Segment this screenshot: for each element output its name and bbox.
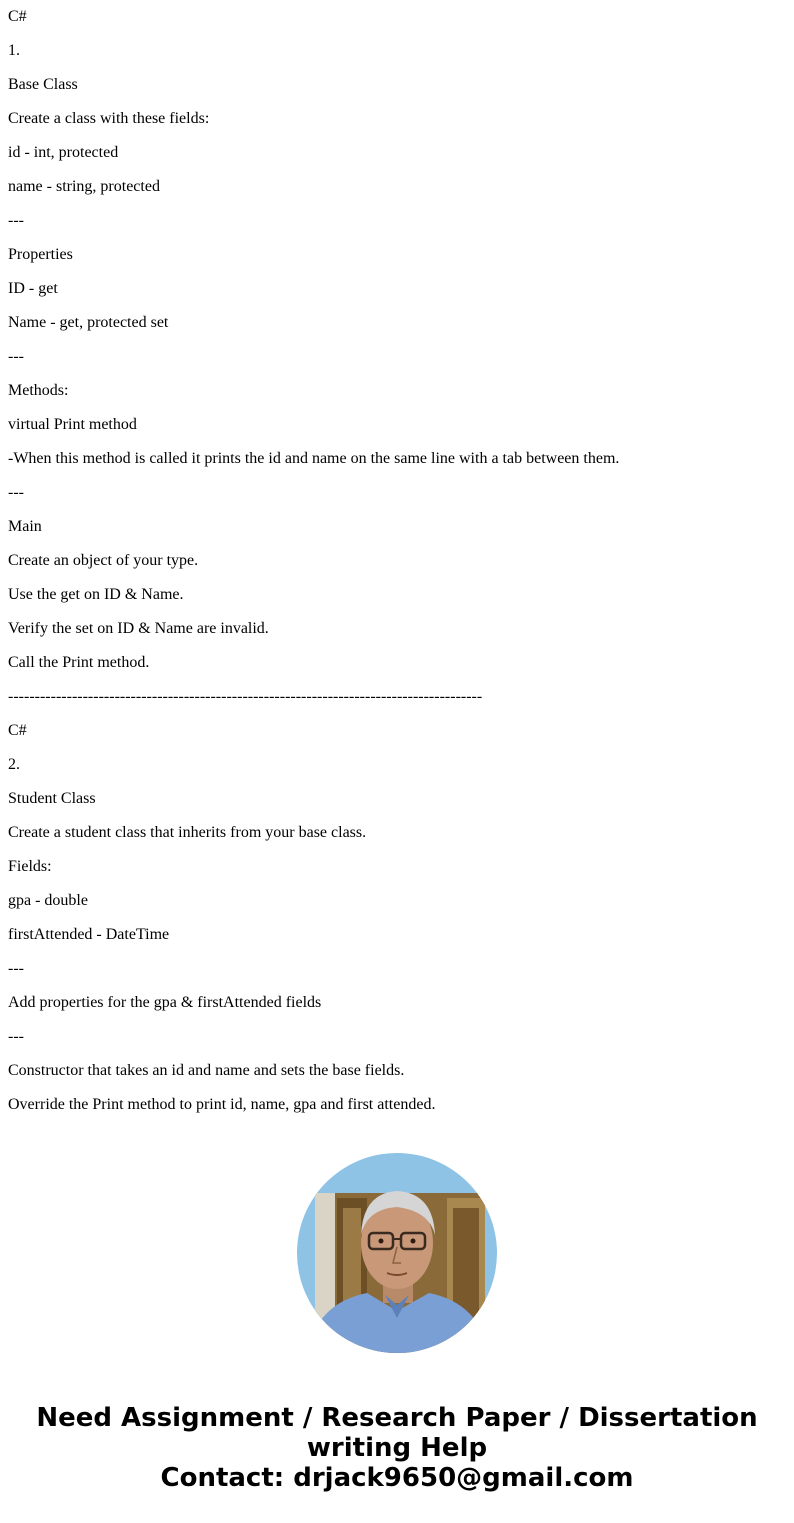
text-line: Methods: (8, 382, 69, 399)
text-line: -When this method is called it prints the id and name on the same line with a tab between them. (8, 450, 620, 467)
text-line: Create a student class that inherits from your base class. (8, 824, 367, 841)
document-body (8, 0, 788, 1122)
text-line: Verify the set on ID & Name are invalid. (8, 620, 269, 637)
promo-banner (0, 1403, 794, 1493)
text-line: gpa - double (8, 892, 88, 909)
portrait-image (297, 1153, 497, 1353)
text-line: Create an object of your type. (8, 552, 199, 569)
text-line: 2. (8, 756, 20, 773)
text-line: Constructor that takes an id and name and sets the base fields. (8, 1062, 405, 1079)
text-line: Student Class (8, 790, 96, 807)
separator-line: --- (8, 1028, 24, 1045)
text-line: C# (8, 722, 27, 739)
promo-line: Need Assignment / Research Paper / Dissertation (36, 1403, 758, 1433)
separator-line: --- (8, 212, 24, 229)
text-line: Main (8, 518, 42, 535)
contact-line: Contact: drjack9650@gmail.com (160, 1463, 634, 1493)
text-line: id - int, protected (8, 144, 119, 161)
author-photo (297, 1153, 497, 1353)
text-line: Base Class (8, 76, 78, 93)
text-line: Call the Print method. (8, 654, 150, 671)
separator-line: --- (8, 348, 24, 365)
promo-line: writing Help (306, 1433, 488, 1463)
text-line: Override the Print method to print id, name, gpa and first attended. (8, 1096, 436, 1113)
text-line: virtual Print method (8, 416, 137, 433)
long-separator-line: ----------------------------------------------------------------------------------------- (8, 688, 483, 705)
text-line: 1. (8, 42, 20, 59)
text-line: Use the get on ID & Name. (8, 586, 184, 603)
text-line: Create a class with these fields: (8, 110, 210, 127)
text-line: Fields: (8, 858, 52, 875)
separator-line: --- (8, 960, 24, 977)
text-line: Properties (8, 246, 73, 263)
text-line: name - string, protected (8, 178, 160, 195)
text-line: Add properties for the gpa & firstAttended fields (8, 994, 322, 1011)
text-line: ID - get (8, 280, 58, 297)
text-line: C# (8, 8, 27, 25)
text-line: firstAttended - DateTime (8, 926, 170, 943)
separator-line: --- (8, 484, 24, 501)
text-line: Name - get, protected set (8, 314, 169, 331)
